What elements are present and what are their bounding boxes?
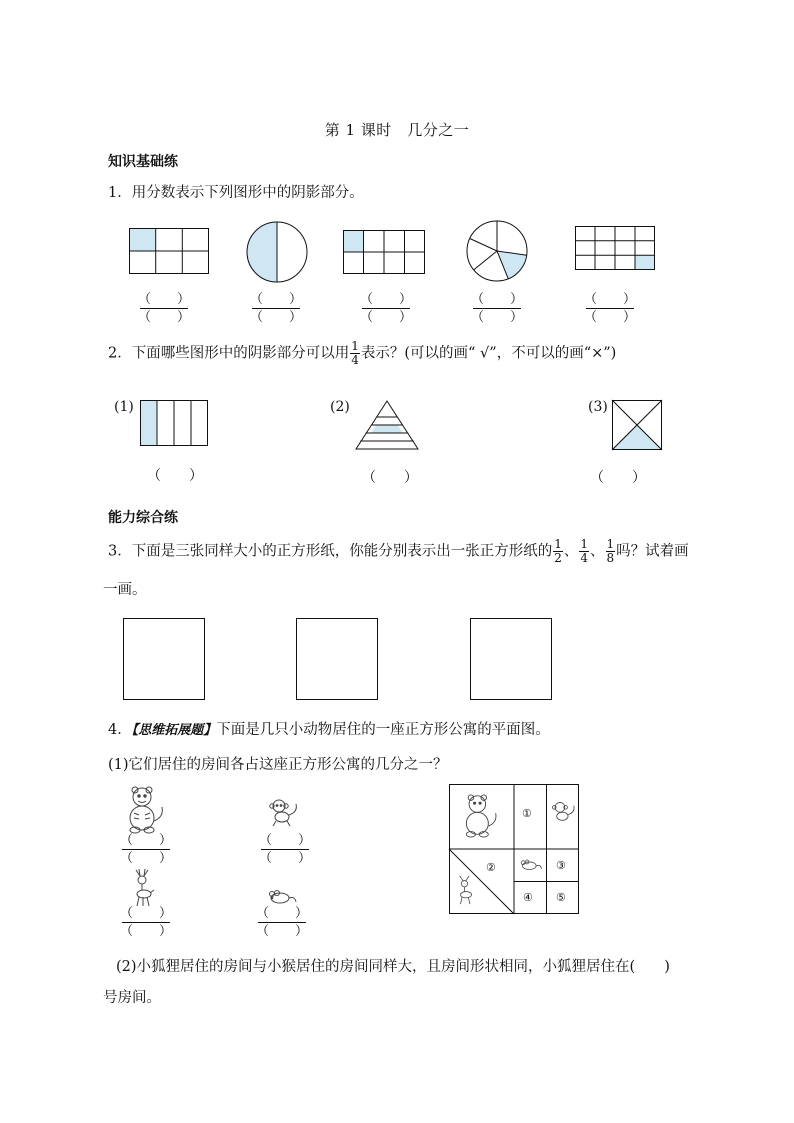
q3-separator: 、 — [563, 543, 579, 560]
q1-answer-blank-1[interactable] — [134, 292, 194, 325]
fraction-denominator: 2 — [554, 551, 562, 565]
blank-denominator: （ ） — [258, 851, 311, 866]
q1-figure-1-grid — [129, 228, 209, 274]
question-3-text — [108, 538, 689, 565]
blank-numerator: （ ） — [359, 292, 412, 307]
q1-answer-blank-4[interactable] — [467, 292, 527, 325]
q3-drawing-square-2[interactable] — [296, 618, 378, 700]
floor-plan-monkey-icon — [551, 800, 577, 826]
fraction-numerator: 1 — [606, 537, 615, 551]
q1-answer-blank-3[interactable] — [356, 292, 416, 325]
blank-denominator: （ ） — [119, 851, 172, 866]
q2-answer-3[interactable]: （ ） — [590, 470, 646, 486]
question-2-text — [108, 340, 616, 367]
q2-answer-2[interactable]: （ ） — [362, 470, 418, 486]
q4-number: 4． — [108, 722, 132, 738]
deer-icon — [130, 868, 158, 908]
blank-numerator: （ ） — [470, 292, 523, 307]
q1-figure-2-circle — [246, 221, 308, 283]
q1-answer-blank-2[interactable] — [246, 292, 306, 325]
q2-label-2: (2) — [330, 399, 350, 415]
fraction-bar — [122, 849, 170, 850]
q2-label-1: (1) — [114, 399, 134, 415]
q1-figure-3-grid — [343, 230, 425, 274]
fraction-numerator: 1 — [351, 339, 359, 353]
q2-label-3: (3) — [588, 399, 608, 415]
q2-figure-3-square — [612, 400, 662, 450]
fraction-denominator: 4 — [580, 551, 589, 565]
q4-text: 下面是几只小动物居住的一座正方形公寓的平面图。 — [216, 722, 550, 738]
q4-deer-answer-blank[interactable] — [116, 906, 176, 939]
q3-separator: 、 — [590, 543, 605, 560]
section-basic-heading: 知识基础练 — [108, 154, 178, 170]
blank-numerator: （ ） — [137, 292, 190, 307]
fraction-bar — [258, 922, 306, 923]
blank-denominator: （ ） — [249, 310, 302, 325]
question-4-text — [108, 718, 550, 739]
fraction-denominator: 4 — [351, 353, 359, 367]
section-ability-heading: 能力综合练 — [108, 510, 178, 526]
q4-tag-thinking-extension: 【思维拓展题】 — [131, 723, 217, 738]
q3-drawing-square-3[interactable] — [470, 618, 552, 700]
question-3-text-line2: 一画。 — [103, 582, 147, 598]
floor-plan-tiger-icon — [459, 792, 503, 840]
floor-plan-deer-icon — [455, 872, 477, 908]
fraction-numerator: 1 — [554, 537, 562, 551]
blank-denominator: （ ） — [137, 310, 190, 325]
q3-drawing-square-1[interactable] — [123, 618, 205, 700]
room-3-label: ③ — [556, 859, 566, 872]
monkey-icon — [268, 798, 300, 828]
q3-fraction-1 — [553, 538, 563, 565]
fraction-bar — [140, 308, 188, 309]
room-4-label: ④ — [523, 891, 533, 904]
blank-numerator: （ ） — [258, 833, 311, 848]
room-2-label: ② — [486, 861, 496, 874]
blank-denominator: （ ） — [359, 310, 412, 325]
q1-figure-4-circle — [465, 219, 529, 283]
page-title: 第 1 课时 几分之一 — [324, 121, 470, 139]
question-1-text: 1．用分数表示下列图形中的阴影部分。 — [108, 185, 364, 201]
q2-fraction — [350, 340, 360, 367]
question-4-sub1: (1)它们居住的房间各占这座正方形公寓的几分之一？ — [108, 757, 448, 773]
tiger-icon — [122, 785, 170, 835]
fraction-bar — [362, 308, 410, 309]
mouse-icon — [264, 888, 298, 906]
q2-text-before: 2．下面哪些图形中的阴影部分可以用 — [108, 345, 350, 362]
room-5-label: ⑤ — [556, 891, 566, 904]
question-4-sub2-line1: (2)小狐狸居住的房间与小猴居住的房间同样大，且房间形状相同，小狐狸居住在( ) — [116, 959, 670, 975]
room-1-label: ① — [522, 807, 532, 820]
q3-text-before: 3．下面是三张同样大小的正方形纸，你能分别表示出一张正方形纸的 — [108, 543, 553, 560]
fraction-bar — [261, 849, 309, 850]
blank-denominator: （ ） — [119, 924, 172, 939]
q1-answer-blank-5[interactable] — [580, 292, 640, 325]
q4-tiger-answer-blank[interactable] — [116, 833, 176, 866]
blank-numerator: （ ） — [119, 833, 172, 848]
q1-figure-5-grid — [575, 226, 655, 270]
fraction-numerator: 1 — [580, 537, 589, 551]
fraction-bar — [122, 922, 170, 923]
q2-figure-1-strips — [140, 400, 208, 446]
floor-plan-mouse-icon — [517, 858, 543, 872]
fraction-bar — [252, 308, 300, 309]
fraction-denominator: 8 — [606, 551, 615, 565]
q3-fraction-3 — [606, 538, 616, 565]
q3-text-after: 吗？试着画 — [616, 543, 689, 560]
blank-numerator: （ ） — [583, 292, 636, 307]
fraction-bar — [586, 308, 634, 309]
q3-fraction-2 — [579, 538, 589, 565]
fraction-bar — [473, 308, 521, 309]
q2-answer-1[interactable]: （ ） — [147, 468, 203, 484]
blank-denominator: （ ） — [255, 924, 308, 939]
blank-numerator: （ ） — [255, 906, 308, 921]
blank-numerator: （ ） — [119, 906, 172, 921]
q2-text-after: 表示？(可以的画“ √”，不可以的画“×”) — [360, 345, 617, 362]
question-4-sub2-line2: 号房间。 — [103, 990, 161, 1006]
blank-denominator: （ ） — [470, 310, 523, 325]
blank-numerator: （ ） — [249, 292, 302, 307]
q2-figure-2-triangle — [355, 400, 419, 450]
q4-mouse-answer-blank[interactable] — [252, 906, 312, 939]
blank-denominator: （ ） — [583, 310, 636, 325]
q4-monkey-answer-blank[interactable] — [255, 833, 315, 866]
